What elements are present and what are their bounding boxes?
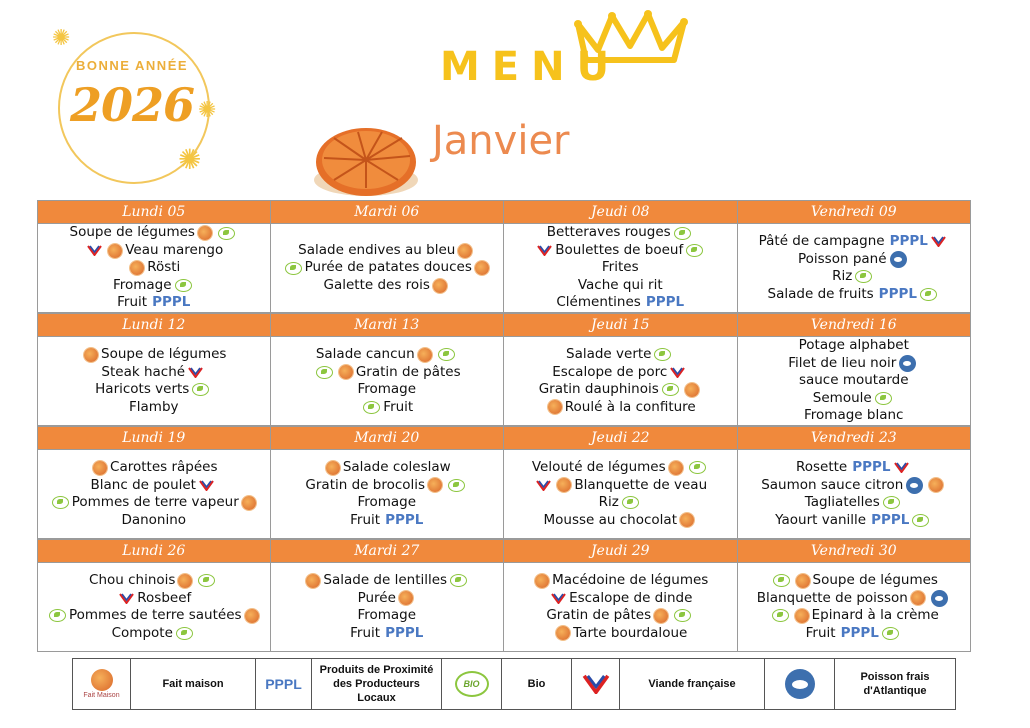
- legend-pppl-line: Produits de Proximité: [319, 664, 434, 676]
- bio-icon: [912, 514, 929, 527]
- dish-item: [91, 477, 217, 495]
- day-menu: [37, 224, 271, 313]
- dish-name: Salade endives au bleu: [298, 241, 456, 258]
- legend-viande-cell: [572, 659, 620, 709]
- pppl-label: PPPL: [878, 285, 917, 302]
- bio-icon: [175, 279, 192, 292]
- bio-icon: [654, 348, 671, 361]
- fait-maison-icon: [680, 513, 694, 527]
- dish-name: Fromage: [357, 494, 417, 510]
- dish-item: [534, 242, 706, 260]
- viande-francaise-icon: [537, 245, 552, 256]
- bio-icon: [218, 227, 235, 240]
- dish-item: [303, 572, 470, 590]
- bio-icon: [855, 270, 872, 283]
- day-header: Vendredi 16: [738, 313, 972, 337]
- fait-maison-icon: [458, 244, 472, 258]
- dish-name: Pâté de campagne: [758, 233, 885, 249]
- dish-name: Yaourt vanille: [775, 511, 867, 528]
- viande-francaise-icon: [87, 245, 102, 256]
- dish-name: Fromage blanc: [804, 407, 904, 424]
- dish-name: Fromage: [357, 607, 417, 623]
- dish-item: [358, 590, 416, 608]
- dish-item: [305, 477, 468, 495]
- legend-pppl-line: Locaux: [357, 692, 396, 704]
- legend-poisson-line: d'Atlantique: [863, 685, 927, 697]
- dish-name: Salade verte: [566, 346, 652, 362]
- fait-maison-icon: [428, 478, 442, 492]
- day-menu: [504, 450, 738, 539]
- dish-item: [360, 399, 413, 417]
- dish-item: [298, 242, 475, 260]
- fait-maison-icon: [326, 461, 340, 475]
- fait-maison-icon: [795, 609, 809, 623]
- fish-icon: [890, 251, 907, 268]
- dish-item: [799, 337, 909, 355]
- dish-item: [757, 590, 951, 608]
- dish-name: Fruit: [350, 624, 381, 641]
- fait-maison-icon: [433, 279, 447, 293]
- new-year-badge: [48, 18, 238, 188]
- fait-maison-icon: [198, 226, 212, 240]
- day-header: Jeudi 29: [504, 539, 738, 563]
- fish-icon: [785, 669, 815, 699]
- fish-icon: [899, 355, 916, 372]
- viande-francaise-icon: [199, 480, 214, 491]
- day-header: Vendredi 30: [738, 539, 972, 563]
- new-year-year: 2026: [69, 78, 195, 132]
- dish-name: Compote: [111, 624, 173, 641]
- dish-item: [761, 477, 946, 495]
- week-menu-row: [37, 450, 971, 539]
- dish-item: [799, 372, 909, 390]
- dish-item: [129, 399, 179, 417]
- dish-name: Filet de lieu noir: [788, 354, 897, 371]
- bio-icon: [52, 496, 69, 509]
- viande-francaise-icon: [894, 462, 909, 473]
- fish-icon: [931, 590, 948, 607]
- dish-name: Velouté de légumes: [531, 459, 666, 475]
- fait-maison-icon: [130, 261, 144, 275]
- dish-name: Rosbeef: [137, 589, 192, 606]
- dish-name: Rösti: [147, 259, 181, 276]
- dish-item: [578, 277, 663, 295]
- dish-item: [46, 607, 262, 625]
- fait-maison-icon: [84, 348, 98, 362]
- fait-maison-icon: [911, 591, 925, 605]
- day-header: Mardi 27: [271, 539, 505, 563]
- dish-name: sauce moutarde: [798, 372, 909, 389]
- day-menu: [37, 563, 271, 652]
- dish-item: [832, 268, 875, 286]
- pppl-label: PPPL: [385, 624, 424, 641]
- dish-item: [547, 224, 694, 242]
- fish-icon: [906, 477, 923, 494]
- week-header-row: [37, 539, 971, 563]
- fait-maison-icon: [685, 383, 699, 397]
- day-header: Mardi 20: [271, 426, 505, 450]
- dish-name: Chou chinois: [89, 572, 176, 588]
- dish-name: Potage alphabet: [798, 337, 909, 354]
- legend-poisson-label: [835, 659, 955, 709]
- new-year-greeting: BONNE ANNÉE: [75, 58, 189, 73]
- dish-item: [84, 242, 223, 260]
- dish-name: Saumon sauce citron: [761, 476, 904, 493]
- day-header: Mardi 13: [271, 313, 505, 337]
- day-menu: [738, 337, 972, 426]
- fait-maison-icon: [669, 461, 683, 475]
- dish-name: Gratin de pâtes: [355, 363, 461, 380]
- fait-maison-icon: [654, 609, 668, 623]
- dish-item: [532, 572, 708, 590]
- bio-icon: [192, 383, 209, 396]
- bio-icon: [448, 479, 465, 492]
- dish-item: [804, 407, 903, 425]
- dish-name: Blanquette de poisson: [756, 589, 908, 606]
- dish-name: Fruit: [117, 294, 148, 311]
- dish-name: Haricots verts: [95, 381, 190, 397]
- bio-icon: [316, 366, 333, 379]
- legend-poisson-cell: [765, 659, 835, 709]
- dish-name: Salade coleslaw: [342, 459, 451, 475]
- dish-name: Frites: [601, 259, 639, 276]
- dish-name: Rosette: [795, 459, 848, 475]
- month-title: Janvier: [432, 118, 570, 164]
- dish-name: Tarte bourdaloue: [573, 624, 688, 641]
- dish-name: Veau marengo: [125, 241, 224, 258]
- dish-item: [357, 494, 416, 512]
- fait-maison-icon: [929, 478, 943, 492]
- bio-icon: [622, 496, 639, 509]
- pppl-label: PPPL: [152, 294, 191, 311]
- fait-maison-icon: [108, 244, 122, 258]
- firework-icon: ✺: [198, 98, 217, 123]
- dish-name: Gratin dauphinois: [538, 381, 659, 397]
- dish-item: [350, 512, 423, 530]
- viande-francaise-icon: [119, 593, 134, 604]
- legend-viande-label: Viande française: [620, 659, 765, 709]
- dish-item: [121, 512, 186, 530]
- dish-name: Mousse au chocolat: [543, 511, 677, 528]
- bio-icon: [49, 609, 66, 622]
- day-menu: [738, 450, 972, 539]
- dish-item: [127, 259, 180, 277]
- dish-name: Fromage: [357, 381, 417, 397]
- dish-item: [546, 607, 694, 625]
- fait-maison-icon: [399, 591, 413, 605]
- dish-name: Clémentines: [556, 294, 641, 311]
- dish-name: Macédoine de légumes: [552, 572, 709, 588]
- pppl-label: PPPL: [645, 294, 685, 311]
- dish-name: Vache qui rit: [577, 276, 663, 293]
- dish-item: [813, 390, 895, 408]
- bio-icon: [198, 574, 215, 587]
- dish-item: [357, 381, 416, 399]
- dish-item: [769, 607, 939, 625]
- legend-fait-maison-label: Fait maison: [131, 659, 256, 709]
- dish-item: [553, 625, 687, 643]
- legend-bio-cell: [442, 659, 502, 709]
- dish-name: Salade cancun: [315, 346, 415, 362]
- dish-name: Soupe de légumes: [69, 224, 195, 241]
- dish-name: Escalope de dinde: [569, 589, 693, 606]
- dish-item: [533, 477, 707, 495]
- dish-name: Fruit: [805, 624, 836, 641]
- dish-name: Flamby: [129, 398, 179, 415]
- viande-francaise-icon: [670, 367, 685, 378]
- dish-name: Carottes râpées: [110, 459, 218, 475]
- legend-bio-label: Bio: [502, 659, 572, 709]
- dish-name: Riz: [598, 494, 619, 510]
- day-menu: [504, 563, 738, 652]
- dish-item: [759, 233, 949, 251]
- bio-icon: [363, 401, 380, 414]
- week-header-row: [37, 313, 971, 337]
- day-menu: [504, 337, 738, 426]
- dish-item: [324, 277, 450, 295]
- fait-maison-icon: [178, 574, 192, 588]
- day-header: Lundi 12: [37, 313, 271, 337]
- dish-name: Salade de fruits: [767, 285, 874, 302]
- day-menu: [271, 563, 505, 652]
- day-menu: [37, 337, 271, 426]
- bio-icon: [883, 496, 900, 509]
- fait-maison-icon: [556, 626, 570, 640]
- dish-name: Gratin de pâtes: [546, 607, 652, 623]
- fait-maison-icon: [796, 574, 810, 588]
- fait-maison-icon: [535, 574, 549, 588]
- fait-maison-icon: [245, 609, 259, 623]
- fait-maison-icon: [93, 461, 107, 475]
- dish-item: [775, 512, 932, 530]
- dish-item: [532, 459, 709, 477]
- bio-icon: [773, 574, 790, 587]
- dish-item: [599, 494, 642, 512]
- dish-item: [602, 259, 639, 277]
- dish-item: [798, 251, 910, 269]
- dish-name: Tagliatelles: [804, 494, 880, 510]
- dish-item: [768, 286, 940, 304]
- dish-item: [548, 590, 692, 608]
- dish-name: Salade de lentilles: [323, 572, 448, 588]
- dish-item: [566, 346, 674, 364]
- day-menu: [271, 337, 505, 426]
- viande-francaise-icon: [931, 236, 946, 247]
- dish-item: [805, 494, 903, 512]
- menu-title: MENU: [440, 44, 622, 90]
- dish-item: [556, 294, 684, 312]
- dish-name: Danonino: [121, 511, 187, 528]
- day-header: Lundi 26: [37, 539, 271, 563]
- dish-name: Soupe de légumes: [812, 572, 938, 588]
- dish-item: [117, 294, 190, 312]
- dish-name: Riz: [832, 268, 853, 284]
- dish-name: Purée de patates douces: [304, 259, 472, 276]
- pppl-label: PPPL: [385, 511, 424, 528]
- bio-icon: [438, 348, 455, 361]
- viande-francaise-icon: [188, 367, 203, 378]
- dish-item: [806, 625, 902, 643]
- dish-item: [545, 399, 696, 417]
- bio-icon: [689, 461, 706, 474]
- dish-item: [788, 355, 919, 373]
- legend-fait-maison-cell: [73, 659, 131, 709]
- pppl-label: PPPL: [871, 511, 910, 528]
- day-header: Lundi 19: [37, 426, 271, 450]
- dish-name: Blanc de poulet: [90, 476, 196, 493]
- dish-item: [357, 607, 416, 625]
- legend-pppl-line: des Producteurs: [333, 678, 420, 690]
- bio-icon: [450, 574, 467, 587]
- pppl-label: PPPL: [840, 624, 879, 641]
- bio-icon: [662, 383, 679, 396]
- dish-name: Soupe de légumes: [101, 346, 227, 362]
- dish-name: Fruit: [383, 398, 414, 415]
- pppl-label: PPPL: [852, 459, 891, 475]
- fait-maison-badge-text: Fait Maison: [83, 691, 120, 699]
- day-header: Vendredi 09: [738, 200, 972, 224]
- bio-icon: [882, 627, 899, 640]
- legend-poisson-line: Poisson frais: [860, 671, 930, 683]
- fait-maison-icon: [418, 348, 432, 362]
- dish-item: [90, 459, 217, 477]
- fait-maison-icon: [548, 400, 562, 414]
- dish-name: Pommes de terre vapeur: [71, 494, 239, 510]
- bio-icon: [686, 244, 703, 257]
- day-header: Jeudi 22: [504, 426, 738, 450]
- dish-name: Betteraves rouges: [546, 224, 671, 241]
- day-menu: [738, 563, 972, 652]
- dish-name: Boulettes de boeuf: [555, 241, 684, 258]
- bio-icon: BIO: [455, 671, 489, 697]
- week-menu-row: [37, 563, 971, 652]
- dish-item: [770, 572, 938, 590]
- dish-item: [282, 259, 492, 277]
- dish-name: Gratin de brocolis: [305, 476, 426, 493]
- dish-item: [95, 381, 212, 399]
- dish-name: Steak haché: [101, 363, 186, 380]
- day-menu: [37, 450, 271, 539]
- galette-illustration: [310, 118, 422, 200]
- dish-item: [49, 494, 259, 512]
- pppl-label: PPPL: [889, 233, 928, 249]
- day-header: Lundi 05: [37, 200, 271, 224]
- dish-item: [101, 364, 206, 382]
- legend: [72, 658, 956, 710]
- bio-icon: [176, 627, 193, 640]
- dish-name: Fromage: [112, 276, 172, 293]
- dish-name: Purée: [357, 589, 396, 606]
- dish-name: Blanquette de veau: [574, 476, 708, 493]
- dish-name: Roulé à la confiture: [564, 398, 696, 415]
- dish-item: [116, 590, 191, 608]
- bio-icon: [674, 227, 691, 240]
- dish-name: Galette des rois: [323, 276, 430, 293]
- viande-francaise-icon: [536, 480, 551, 491]
- fait-maison-icon: [339, 365, 353, 379]
- week-menu-row: [37, 337, 971, 426]
- dish-name: Fruit: [350, 511, 381, 528]
- dish-item: [89, 572, 218, 590]
- fait-maison-icon: [557, 478, 571, 492]
- week-header-row: [37, 426, 971, 450]
- bio-icon: [920, 288, 937, 301]
- bio-icon: [772, 609, 789, 622]
- fait-maison-icon: [475, 261, 489, 275]
- fait-maison-icon: [306, 574, 320, 588]
- day-header: Jeudi 15: [504, 313, 738, 337]
- day-menu: [738, 224, 972, 313]
- day-header: Mardi 06: [271, 200, 505, 224]
- dish-item: [323, 459, 451, 477]
- dish-item: [313, 364, 461, 382]
- day-menu: [504, 224, 738, 313]
- day-header: Jeudi 08: [504, 200, 738, 224]
- bio-icon: [285, 262, 302, 275]
- dish-name: Poisson pané: [797, 250, 887, 267]
- firework-icon: ✺: [178, 143, 202, 176]
- bio-icon: [674, 609, 691, 622]
- dish-item: [544, 512, 697, 530]
- viande-francaise-icon: [582, 674, 610, 694]
- week-header-row: [37, 200, 971, 224]
- day-menu: [271, 450, 505, 539]
- legend-pppl-code: PPPL: [256, 659, 312, 709]
- week-menu-row: [37, 224, 971, 313]
- menu-table: [37, 200, 971, 652]
- fait-maison-icon: [242, 496, 256, 510]
- day-menu: [271, 224, 505, 313]
- bio-icon: [875, 392, 892, 405]
- dish-name: Epinard à la crème: [811, 607, 939, 623]
- dish-item: [81, 346, 226, 364]
- dish-item: [113, 277, 195, 295]
- day-header: Vendredi 23: [738, 426, 972, 450]
- dish-item: [350, 625, 423, 643]
- dish-item: [316, 346, 458, 364]
- dish-name: Semoule: [812, 389, 872, 406]
- legend-pppl-label: [312, 659, 442, 709]
- dish-item: [796, 459, 912, 477]
- dish-item: [70, 224, 238, 242]
- dish-item: [112, 625, 196, 643]
- fait-maison-icon: [91, 669, 113, 691]
- dish-item: [539, 381, 702, 399]
- dish-name: Pommes de terre sautées: [68, 607, 242, 623]
- dish-name: Escalope de porc: [552, 363, 668, 380]
- dish-item: [552, 364, 688, 382]
- viande-francaise-icon: [551, 593, 566, 604]
- firework-icon: ✺: [52, 26, 71, 51]
